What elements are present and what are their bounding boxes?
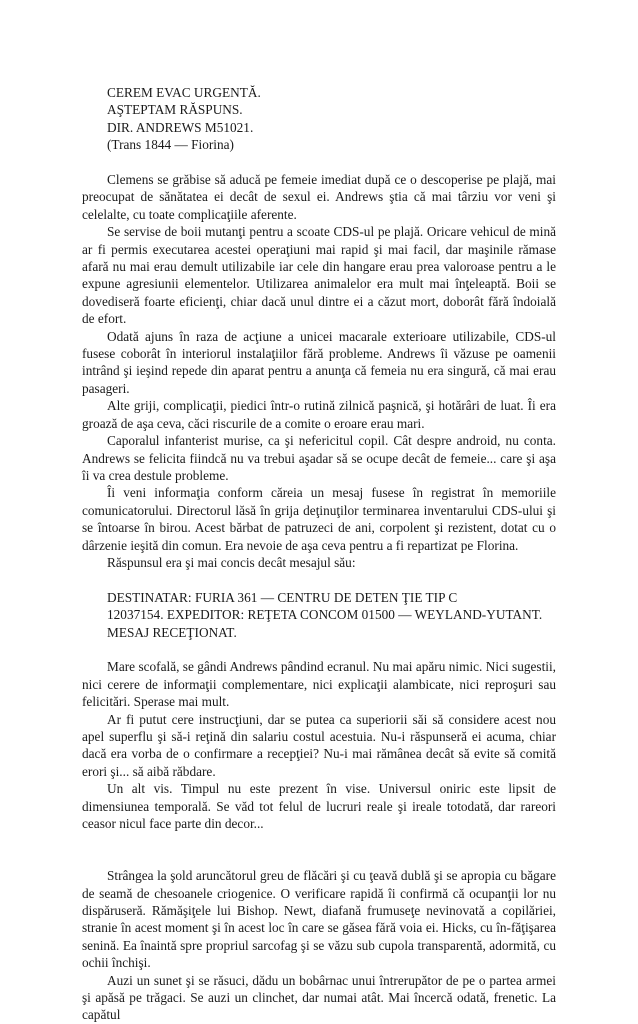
paragraph: Răspunsul era şi mai concis decât mesajul său: <box>107 554 356 570</box>
paragraph: Strângea la şold aruncătorul greu de flăcări şi cu ţeavă dublă şi se apropia cu băgare de seamă de chesoanele criogenice. O verificare rapidă îi confirmă că ocupanţii lor nu dispăruseră. Rămăşiţele lui Bishop. Newt, diafană frumuseţe nevinovată a copilăriei, stranie în acest moment şi în acest loc în care se găsea fără voia ei. Hicks, cu în-făţişarea senină. Ea înaintă spre propriul sarcofag şi se văzu sub cupola transparentă, adormită, cu ochii închişi. <box>82 868 556 971</box>
paragraph: Îi veni informaţia conform căreia un mesaj fusese în registrat în memoriile comunicatorului. Directorul lăsă în grija deţinuţilor terminarea inventarului CDS-ului şi se întoarse în birou. Acest bărbat de patruzeci de ani, corpolent şi rezistent, dotat cu o dârzenie ieşită din comun. Era nevoie de aşa ceva pentru a fi repartizat pe Florina. <box>82 485 556 553</box>
message-line: MESAJ RECEŢIONAT. <box>107 624 237 640</box>
header-line: DIR. ANDREWS M51021. <box>107 119 254 135</box>
paragraph: Auzi un sunet şi se răsuci, dădu un bobârnac unui întrerupător de pe o partea armei şi apăsă pe trăgaci. Se auzi un clinchet, dar numai atât. Mai încercă odată, frenetic. La capătul <box>82 972 556 1023</box>
header-line: CEREM EVAC URGENTĂ. <box>107 85 261 100</box>
paragraph: Mare scofală, se gândi Andrews pândind ecranul. Nu mai apăru nimic. Nici sugestii, nici cerere de informaţii complementare, nici explicaţii alambicate, nici reproşuri sau felicitări. Sperase mai mult. <box>82 659 556 710</box>
header-line: AŞTEPTAM RĂSPUNS. <box>107 102 243 118</box>
paragraph: Alte griji, complicaţii, piedici într-o rutină zilnică paşnică, şi hotărâri de luat. Îi era groază de aşa ceva, căci riscurile de a comite o eroare erau mari. <box>82 398 556 431</box>
message-line: DESTINATAR: FURIA 361 — CENTRU DE DETEN ŢIE TIP C <box>107 589 458 605</box>
header-line: (Trans 1844 — Fiorina) <box>107 137 234 153</box>
paragraph: Odată ajuns în raza de acţiune a unicei macarale exterioare utilizabile, CDS-ul fusese coborât în interiorul instalaţiilor fără probleme. Andrews îi văzuse pe oamenii intrând şi ieşind repede din aparat pentru a anunţa că femeia nu era singură, că mai erau pasageri. <box>82 328 556 396</box>
paragraph: Un alt vis. Timpul nu este prezent în vise. Universul oniric este lipsit de dimensiunea temporală. Se văd tot felul de lucruri reale şi ireale totodată, dar rareori ceasor nicul face parte din decor... <box>82 781 556 832</box>
message-line: 12037154. EXPEDITOR: REŢETA CONCOM 01500 — WEYLAND-YUTANT. <box>107 607 543 623</box>
paragraph: Clemens se grăbise să aducă pe femeie imediat după ce o descoperise pe plajă, mai preocupat de sănătatea ei decât de sexul ei. Andrews ştia că mai târziu vor veni şi celelalte, cu toate complicaţiile aferente. <box>82 172 556 222</box>
paragraph: Se servise de boii mutanţi pentru a scoate CDS-ul pe plajă. Oricare vehicul de mină ar fi permis executarea acestei operaţiuni mai rapid şi mai facil, dar maşinile rămase afară nu mai erau demult utilizabile iar cele din hangare erau prea valoroase pentru a le expune agresiunii elementelor. Utilizarea animalelor era mult mai înţeleaptă. Boii se dovediseră foarte eficienţi, chiar dacă unul dintre ei a căzut mort, doborât fără îndoială de efort. <box>82 224 556 327</box>
paragraph: Caporalul infanterist murise, ca şi nefericitul copil. Cât despre android, nu conta. Andrews se felicita fiindcă nu va trebui aşadar să se ocupe decât de femeie... care şi aşa îi va crea destule probleme. <box>82 433 556 483</box>
document-page <box>82 84 556 1024</box>
paragraph: Ar fi putut cere instrucţiuni, dar se putea ca superiorii săi să considere acest nou apel superflu şi să-i reţină din salariu costul acestuia. Nu-i răspunseră ei acuma, chiar dacă era vorba de o confirmare a recepţiei? Nu-i mai rămânea decât să evite să comită erori şi... să aibă răbdare. <box>82 711 556 779</box>
